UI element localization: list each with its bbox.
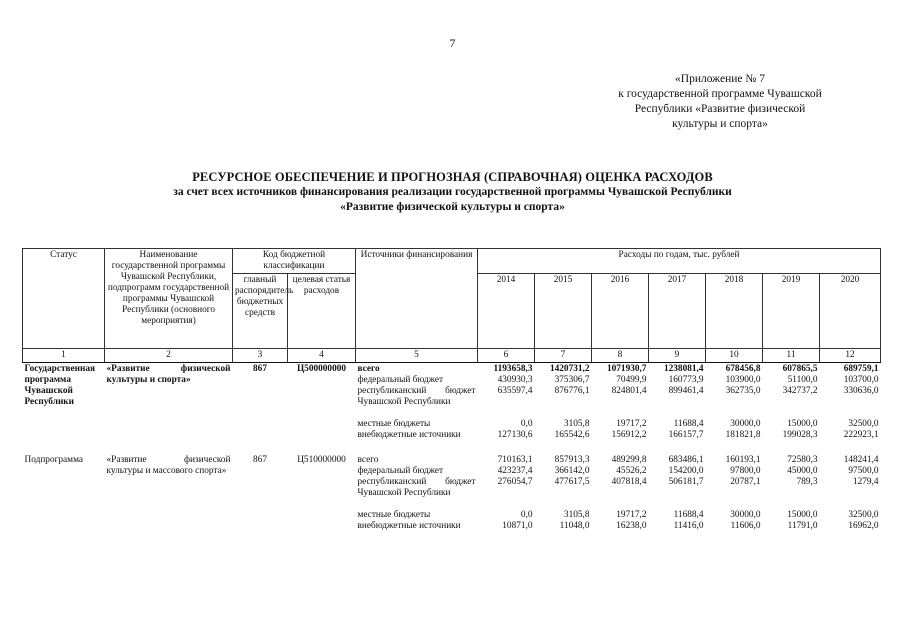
row-status: Государственная программа Чувашской Республики bbox=[24, 364, 96, 407]
appendix-line-4: культуры и спорта» bbox=[672, 118, 768, 130]
value-cell: 824801,4 bbox=[611, 386, 647, 396]
header-name: Наименование государственной программы Чувашской Республики, подпрограмм государственной программы Чувашской Республики (основного мероприятия) bbox=[105, 249, 233, 349]
appendix-note bbox=[600, 72, 840, 132]
value-cell: 3105,8 bbox=[563, 510, 590, 520]
value-cell: 506181,7 bbox=[668, 477, 704, 487]
value-cell: 154200,0 bbox=[668, 466, 704, 476]
header-main-admin: главный распорядитель бюджетных средств bbox=[233, 274, 288, 349]
value-cell: 166157,7 bbox=[668, 430, 704, 440]
value-cell: 1193658,3 bbox=[493, 364, 533, 374]
header-year: 2020 bbox=[820, 274, 881, 349]
value-cell: 30000,0 bbox=[730, 419, 761, 429]
value-cell: 20787,1 bbox=[730, 477, 761, 487]
value-cell: 148241,4 bbox=[843, 455, 879, 465]
value-cell: 423237,4 bbox=[497, 466, 533, 476]
values-2018 bbox=[706, 454, 763, 533]
value-cell: 876776,1 bbox=[554, 386, 590, 396]
column-number: 3 bbox=[233, 349, 288, 363]
value-cell: 160773,9 bbox=[668, 375, 704, 385]
value-cell: 15000,0 bbox=[787, 419, 818, 429]
value-cell: 607865,5 bbox=[782, 364, 818, 374]
value-cell: 0,0 bbox=[520, 510, 533, 520]
value-cell: 362735,0 bbox=[725, 386, 761, 396]
column-number: 10 bbox=[706, 349, 763, 363]
value-cell: 330636,0 bbox=[843, 386, 879, 396]
column-number: 8 bbox=[592, 349, 649, 363]
value-cell: 11416,0 bbox=[673, 521, 704, 531]
value-cell: 45526,2 bbox=[616, 466, 647, 476]
column-number: 6 bbox=[478, 349, 535, 363]
value-cell: 342737,2 bbox=[782, 386, 818, 396]
column-number: 7 bbox=[535, 349, 592, 363]
table-row bbox=[23, 363, 881, 443]
source-label: всего bbox=[357, 455, 379, 465]
header-expenses: Расходы по годам, тыс. рублей bbox=[478, 249, 881, 274]
value-cell: 32500,0 bbox=[848, 419, 879, 429]
value-cell: 477617,5 bbox=[554, 477, 590, 487]
value-cell: 11048,0 bbox=[559, 521, 590, 531]
column-number: 9 bbox=[649, 349, 706, 363]
row-name: «Развитие физической культуры и массового спорта» bbox=[106, 455, 231, 476]
value-cell: 635597,4 bbox=[497, 386, 533, 396]
source-label: федеральный бюджет bbox=[357, 466, 444, 476]
value-cell: 489299,8 bbox=[611, 455, 647, 465]
source-label: внебюджетные источники bbox=[357, 521, 461, 531]
table-row bbox=[23, 454, 881, 533]
values-2018 bbox=[706, 363, 763, 443]
column-number: 4 bbox=[288, 349, 356, 363]
value-cell: 366142,0 bbox=[554, 466, 590, 476]
source-label: всего bbox=[357, 364, 380, 374]
appendix-line-3: Республики «Развитие физической bbox=[634, 103, 806, 115]
value-cell: 789,3 bbox=[796, 477, 818, 487]
page-number: 7 bbox=[449, 36, 456, 50]
value-cell: 11688,4 bbox=[673, 419, 704, 429]
value-cell: 15000,0 bbox=[787, 510, 818, 520]
values-2020 bbox=[820, 454, 881, 533]
value-cell: 678456,8 bbox=[725, 364, 761, 374]
value-cell: 19717,2 bbox=[616, 510, 647, 520]
header-year: 2016 bbox=[592, 274, 649, 349]
value-cell: 11606,0 bbox=[730, 521, 761, 531]
title-line-1: РЕСУРСНОЕ ОБЕСПЕЧЕНИЕ И ПРОГНОЗНАЯ (СПРАВОЧНАЯ) ОЦЕНКА РАСХОДОВ bbox=[192, 170, 713, 184]
value-cell: 1071930,7 bbox=[606, 364, 647, 374]
row-name: «Развитие физической культуры и спорта» bbox=[106, 364, 231, 385]
value-cell: 683486,1 bbox=[668, 455, 704, 465]
row-admin: 867 bbox=[253, 455, 267, 465]
value-cell: 3105,8 bbox=[563, 419, 590, 429]
value-cell: 199028,3 bbox=[782, 430, 818, 440]
value-cell: 30000,0 bbox=[730, 510, 761, 520]
value-cell: 16238,0 bbox=[616, 521, 647, 531]
header-budget-code: Код бюджетной классификации bbox=[233, 249, 356, 274]
header-year: 2018 bbox=[706, 274, 763, 349]
value-cell: 165542,6 bbox=[554, 430, 590, 440]
column-number: 5 bbox=[356, 349, 478, 363]
value-cell: 19717,2 bbox=[616, 419, 647, 429]
title-line-3: «Развитие физической культуры и спорта» bbox=[340, 201, 565, 213]
value-cell: 710163,1 bbox=[497, 455, 533, 465]
header-status: Статус bbox=[23, 249, 105, 349]
value-cell: 32500,0 bbox=[848, 510, 879, 520]
row-status: Подпрограмма bbox=[24, 455, 84, 465]
table-body bbox=[23, 363, 881, 534]
value-cell: 1238081,4 bbox=[663, 364, 704, 374]
header-sources: Источники финансирования bbox=[356, 249, 478, 349]
value-cell: 72580,3 bbox=[787, 455, 818, 465]
values-2017 bbox=[649, 454, 706, 533]
value-cell: 689759,1 bbox=[843, 364, 879, 374]
value-cell: 97800,0 bbox=[730, 466, 761, 476]
source-label: местные бюджеты bbox=[357, 419, 431, 429]
source-label: внебюджетные источники bbox=[357, 430, 461, 440]
column-number: 12 bbox=[820, 349, 881, 363]
value-cell: 11791,0 bbox=[787, 521, 818, 531]
column-number: 11 bbox=[763, 349, 820, 363]
value-cell: 899461,4 bbox=[668, 386, 704, 396]
value-cell: 0,0 bbox=[520, 419, 533, 429]
header-year: 2015 bbox=[535, 274, 592, 349]
title-line-2: за счет всех источников финансирования реализации государственной программы Чувашской Республики bbox=[173, 186, 732, 198]
values-2017 bbox=[649, 363, 706, 443]
values-2020 bbox=[820, 363, 881, 443]
value-cell: 407818,4 bbox=[611, 477, 647, 487]
row-code: Ц510000000 bbox=[297, 455, 346, 465]
source-label: республиканский бюджет Чувашской Республики bbox=[357, 386, 476, 407]
source-label: федеральный бюджет bbox=[357, 375, 444, 385]
header-year: 2014 bbox=[478, 274, 535, 349]
values-2015 bbox=[535, 363, 592, 443]
column-number: 1 bbox=[23, 349, 105, 363]
values-2016 bbox=[592, 454, 649, 533]
value-cell: 181821,8 bbox=[725, 430, 761, 440]
value-cell: 11688,4 bbox=[673, 510, 704, 520]
header-target-item: целевая статья расходов bbox=[288, 274, 356, 349]
value-cell: 1279,4 bbox=[852, 477, 879, 487]
value-cell: 430930,3 bbox=[497, 375, 533, 385]
appendix-line-1: «Приложение № 7 bbox=[675, 73, 765, 85]
value-cell: 857913,3 bbox=[554, 455, 590, 465]
row-code: Ц500000000 bbox=[296, 364, 347, 374]
row-admin: 867 bbox=[253, 364, 267, 374]
resource-table bbox=[22, 248, 881, 533]
values-2019 bbox=[763, 363, 820, 443]
value-cell: 222923,1 bbox=[843, 430, 879, 440]
value-cell: 16962,0 bbox=[848, 521, 879, 531]
value-cell: 45000,0 bbox=[787, 466, 818, 476]
value-cell: 97500,0 bbox=[848, 466, 879, 476]
value-cell: 10871,0 bbox=[502, 521, 533, 531]
values-2014 bbox=[478, 454, 535, 533]
table-header bbox=[23, 249, 881, 363]
values-2019 bbox=[763, 454, 820, 533]
row-sources bbox=[356, 363, 478, 443]
values-2015 bbox=[535, 454, 592, 533]
value-cell: 127130,6 bbox=[497, 430, 533, 440]
source-label: местные бюджеты bbox=[357, 510, 431, 520]
appendix-line-2: к государственной программе Чувашской bbox=[618, 88, 822, 100]
source-label: республиканский бюджет Чувашской Республики bbox=[357, 477, 476, 498]
row-spacer bbox=[23, 442, 881, 454]
header-year: 2017 bbox=[649, 274, 706, 349]
header-year: 2019 bbox=[763, 274, 820, 349]
column-number: 2 bbox=[105, 349, 233, 363]
value-cell: 103900,0 bbox=[725, 375, 761, 385]
document-title bbox=[40, 170, 865, 215]
value-cell: 160193,1 bbox=[725, 455, 761, 465]
values-2014 bbox=[478, 363, 535, 443]
row-sources bbox=[356, 454, 478, 533]
value-cell: 70499,9 bbox=[616, 375, 647, 385]
value-cell: 103700,0 bbox=[843, 375, 879, 385]
value-cell: 156912,2 bbox=[611, 430, 647, 440]
value-cell: 375306,7 bbox=[554, 375, 590, 385]
value-cell: 51100,0 bbox=[787, 375, 818, 385]
value-cell: 276054,7 bbox=[497, 477, 533, 487]
values-2016 bbox=[592, 363, 649, 443]
value-cell: 1420731,2 bbox=[549, 364, 590, 374]
